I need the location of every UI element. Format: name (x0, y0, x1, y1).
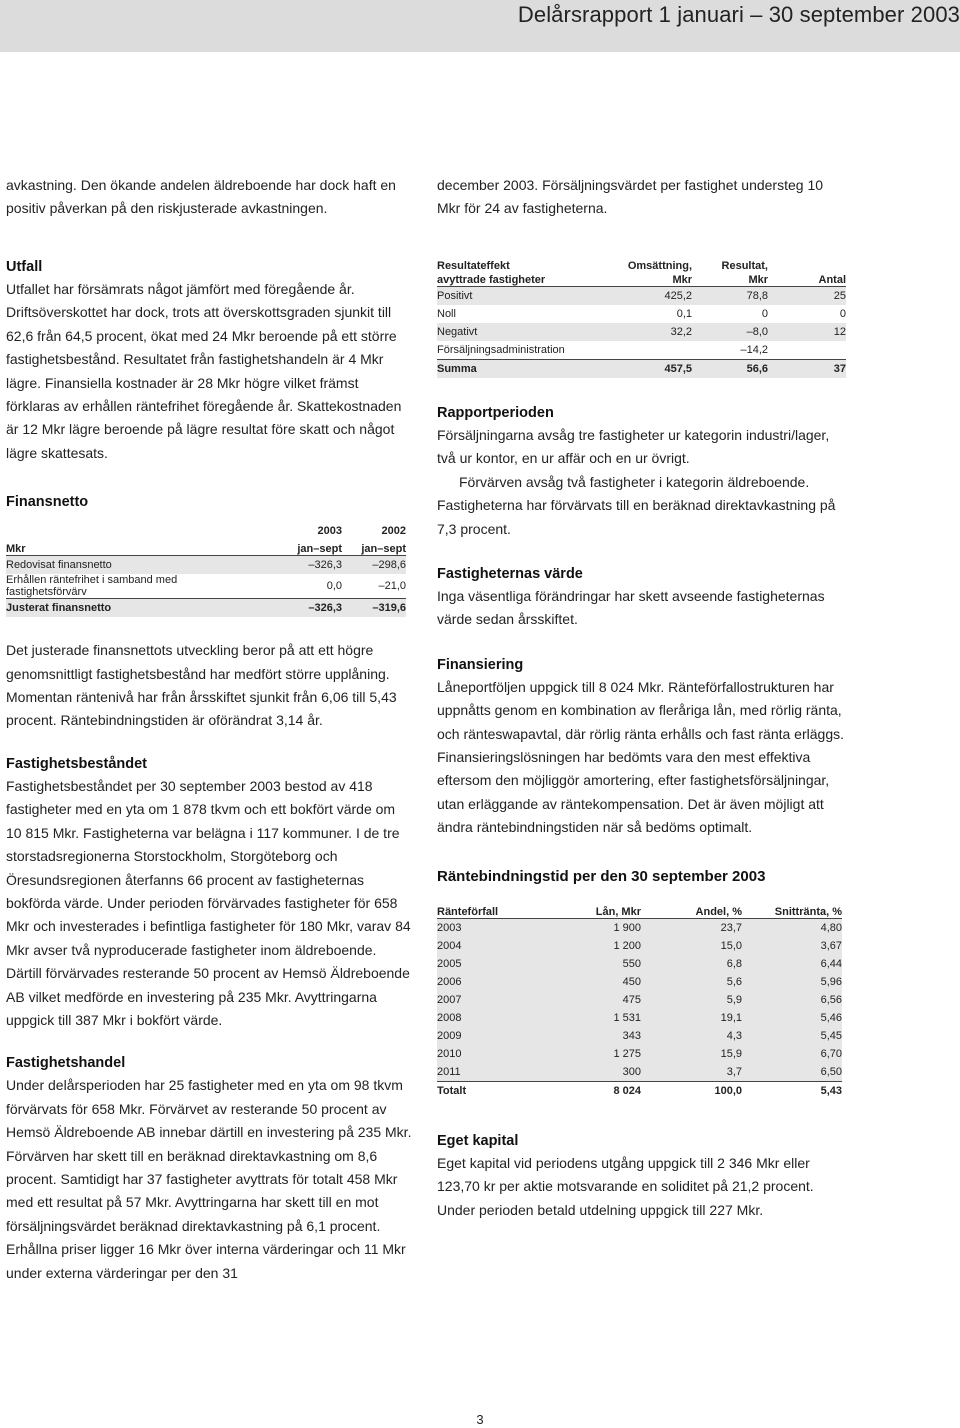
table-row (437, 323, 846, 341)
bestandet-body: Fastighetsbeståndet per 30 september 2003 bestod av 418 fastigheter med en yta om 1 878 tkvm och ett bokfört värde om 10 815 Mkr. Fastigheterna var belägna i 117 kommuner. I de tre storstadsregionerna Storstockholm, Storgöteborg och Öresundsregionen återfanns 66 procent av fastigheternas bokförda värde. Under perioden förvärvades fastigheter för 658 Mkr och investerades i befintliga fastigheter för 180 Mkr, varav 84 Mkr avser två nyproducerade fastigheter inom äldreboende. Därtill förvärvades resterande 50 procent av Hemsö Äldreboende AB vilket medförde en investering på 235 Mkr. Avyttringarna uppgick till 387 Mkr i bokfört värde. (6, 777, 411, 1028)
row-label: 2011 (437, 1063, 547, 1082)
row-label: Erhållen räntefrihet i samband med fastighetsförvärv (6, 574, 246, 599)
report-title: Delårsrapport 1 januari – 30 september 2003 (517, 2, 960, 27)
col2-year: 2002 (381, 525, 406, 538)
row-value: 12 (768, 323, 846, 341)
row-value: 15,9 (641, 1045, 742, 1063)
col-header: Mkr (672, 274, 692, 286)
row-label: 2004 (437, 937, 547, 955)
row-label: 2010 (437, 1045, 547, 1063)
total-value: 37 (768, 360, 846, 379)
total-value: 5,43 (742, 1081, 842, 1100)
row-value: 1 900 (547, 918, 641, 937)
total-label: Summa (437, 360, 597, 379)
row-label: 2007 (437, 991, 547, 1009)
table-row (437, 341, 846, 360)
row-value: 475 (547, 991, 641, 1009)
rantebindning-table (437, 900, 842, 1100)
rapportperioden-p1: Försäljningarna avsåg tre fastigheter ur kategorin industri/lager, två ur kontor, en ur affär och en ur övrigt. (437, 427, 830, 467)
row-value: 1 275 (547, 1045, 641, 1063)
table-row (437, 305, 846, 323)
row-value: –14,2 (692, 341, 768, 360)
col-header: Snittränta, % (774, 905, 842, 918)
row-value: 1 531 (547, 1009, 641, 1027)
row-label: Positivt (437, 287, 597, 306)
row-value: 5,46 (742, 1009, 842, 1027)
resultateffekt-table (437, 258, 846, 378)
table-row (6, 574, 406, 599)
row-value: 78,8 (692, 287, 768, 306)
table-row (437, 973, 842, 991)
table-row (437, 1027, 842, 1045)
row-value: –298,6 (342, 556, 406, 575)
table-row (437, 1045, 842, 1063)
row-value (768, 341, 846, 360)
row-value: 450 (547, 973, 641, 991)
row-value: 425,2 (597, 287, 692, 306)
total-label: Justerat finansnetto (6, 599, 246, 618)
table-row (437, 1009, 842, 1027)
row-label: 2006 (437, 973, 547, 991)
col2-period: jan–sept (361, 543, 406, 556)
row-value: 23,7 (641, 918, 742, 937)
total-value: –326,3 (246, 599, 342, 618)
table-total-row (6, 599, 406, 618)
rantebindning-heading: Räntebindningstid per den 30 september 2003 (437, 867, 766, 885)
row-value: 5,9 (641, 991, 742, 1009)
row-value: 6,44 (742, 955, 842, 973)
total-value: 100,0 (641, 1081, 742, 1100)
row-value: 6,50 (742, 1063, 842, 1082)
intro-paragraph: avkastning. Den ökande andelen äldreboende har dock haft en positiv påverkan på den riskjusterade avkastningen. (6, 177, 396, 216)
utfall-lead: Utfallet har försämrats något jämfört med föregående år. (6, 281, 355, 297)
col-header: Omsättning, (627, 260, 692, 272)
col-label: Mkr (6, 543, 26, 556)
finansnetto-body: Det justerade finansnettots utveckling beror på att ett högre genomsnittligt fastighetsbestånd har medfört större upplåning. Momentan räntenivå har från årsskiftet sjunkit från 6,06 till 5,43 procent. Räntebindningstiden är oförändrat 3,14 år. (6, 642, 397, 729)
row-value: 1 200 (547, 937, 641, 955)
total-value: 457,5 (597, 360, 692, 379)
total-value: –319,6 (342, 599, 406, 618)
row-label: Noll (437, 305, 597, 323)
rapportperioden-heading: Rapportperioden (437, 405, 554, 421)
row-value: 3,67 (742, 937, 842, 955)
row-value: 6,8 (641, 955, 742, 973)
finansnetto-heading: Finansnetto (6, 494, 89, 511)
col-header: Ränteförfall (437, 905, 499, 918)
col-header: Antal (818, 274, 846, 286)
bestandet-heading: Fastighetsbeståndet (6, 755, 147, 772)
table-row (437, 991, 842, 1009)
eget-kapital-body: Eget kapital vid periodens utgång uppgick till 2 346 Mkr eller 123,70 kr per aktie motsvarande en soliditet på 21,2 procent. Under perioden betald utdelning uppgick till 227 Mkr. (437, 1154, 814, 1218)
row-value: 0 (768, 305, 846, 323)
row-value: 5,6 (641, 973, 742, 991)
varde-heading: Fastigheternas värde (437, 566, 583, 583)
row-value: 4,80 (742, 918, 842, 937)
right-intro: december 2003. Försäljningsvärdet per fastighet understeg 10 Mkr för 24 av fastigheterna. (437, 177, 824, 216)
row-value: 5,96 (742, 973, 842, 991)
varde-body: Inga väsentliga förändringar har skett avseende fastigheternas värde sedan årsskiftet. (437, 588, 825, 628)
finansiering-heading: Finansiering (437, 656, 524, 673)
utfall-heading: Utfall (6, 259, 43, 275)
row-label: Försäljningsadministration (437, 341, 597, 360)
row-value: 343 (547, 1027, 641, 1045)
col-header: Resultateffekt (437, 260, 510, 272)
row-value: 300 (547, 1063, 641, 1082)
left-column (6, 174, 412, 1285)
row-label: 2005 (437, 955, 547, 973)
finansnetto-table (6, 519, 406, 617)
row-value: 5,45 (742, 1027, 842, 1045)
row-value: 32,2 (597, 323, 692, 341)
rapportperioden-p2: Förvärven avsåg två fastigheter i kategorin äldreboende. Fastigheterna har förvärvats till en beräknad direktavkastning på 7,3 procent. (437, 473, 836, 537)
row-value: 4,3 (641, 1027, 742, 1045)
col-header: avyttrade fastigheter (437, 274, 546, 286)
utfall-body: Driftsöverskottet har dock, trots att överskottsgraden sjunkit till 62,6 från 64,5 procent, ökat med 24 Mkr beroende på ett större fastighetsbestånd. Resultatet från fastighetshandeln är 4 Mkr lägre. Finansiella kostnader är 28 Mkr högre vilket främst förklaras av erhållen räntefrihet föregående år. Skattekostnaden är 12 Mkr lägre beroende på lägre resultat före skatt och något lägre skattesats. (6, 304, 402, 461)
row-value: 0 (692, 305, 768, 323)
table-total-row (437, 360, 846, 379)
row-value: 15,0 (641, 937, 742, 955)
row-label: Negativt (437, 323, 597, 341)
row-value (597, 341, 692, 360)
table-row (437, 937, 842, 955)
row-value: 550 (547, 955, 641, 973)
right-column (437, 174, 847, 1222)
handel-heading: Fastighetshandel (6, 1055, 126, 1072)
table-row (437, 955, 842, 973)
col-header: Resultat, (721, 260, 768, 272)
row-value: 3,7 (641, 1063, 742, 1082)
row-value: 0,1 (597, 305, 692, 323)
row-value: –326,3 (246, 556, 342, 575)
table-row (437, 1063, 842, 1082)
row-value: 25 (768, 287, 846, 306)
row-label: 2008 (437, 1009, 547, 1027)
row-value: 0,0 (246, 574, 342, 599)
page-number: 3 (476, 1412, 484, 1427)
finansiering-body: Låneportföljen uppgick till 8 024 Mkr. Ränteförfallostrukturen har uppnåtts genom en kombination av fleråriga lån, med rörlig ränta, och ränteswapavtal, där rörlig ränta erhålls och fast ränta erläggs. Finansieringslösningen har bedömts vara den mest effektiva eftersom den möjliggör amortering, efter fastighetsförsäljningar, utan erläggande av räntekompensation. Det är även möjligt att ändra räntebindningstiden när så bedöms optimalt. (437, 678, 844, 836)
table-row (437, 287, 846, 306)
page-header (0, 0, 960, 52)
col1-period: jan–sept (297, 543, 342, 556)
handel-body: Under delårsperioden har 25 fastigheter med en yta om 98 tkvm förvärvats för 658 Mkr. Förvärvet av resterande 50 procent av Hemsö Äldreboende AB innebar därtill en investering på 235 Mkr. Förvärven har skett till en beräknad direktavkastning om 8,6 procent. Samtidigt har 37 fastigheter avyttrats för totalt 458 Mkr med ett resultat på 57 Mkr. Avyttringarna har skett till en mot försäljningsvärdet beräknad direktavkastning på 6,1 procent. Erhållna priser ligger 16 Mkr över interna värderingar och 11 Mkr under externa värderingar per den 31 (6, 1077, 412, 1281)
row-value: –21,0 (342, 574, 406, 599)
row-label: 2009 (437, 1027, 547, 1045)
row-value: 6,56 (742, 991, 842, 1009)
row-label: 2003 (437, 918, 547, 937)
col1-year: 2003 (317, 525, 342, 538)
col-header: Mkr (748, 274, 768, 286)
table-row (437, 918, 842, 937)
total-label: Totalt (437, 1081, 547, 1100)
row-value: 19,1 (641, 1009, 742, 1027)
eget-kapital-heading: Eget kapital (437, 1132, 519, 1149)
total-value: 8 024 (547, 1081, 641, 1100)
rantebindning-rows (437, 918, 842, 1081)
col-header: Andel, % (695, 905, 742, 918)
row-value: –8,0 (692, 323, 768, 341)
table-total-row (437, 1081, 842, 1100)
total-value: 56,6 (692, 360, 768, 379)
row-value: 6,70 (742, 1045, 842, 1063)
table-row (6, 556, 406, 575)
col-header: Lån, Mkr (595, 905, 641, 918)
row-label: Redovisat finansnetto (6, 556, 246, 575)
